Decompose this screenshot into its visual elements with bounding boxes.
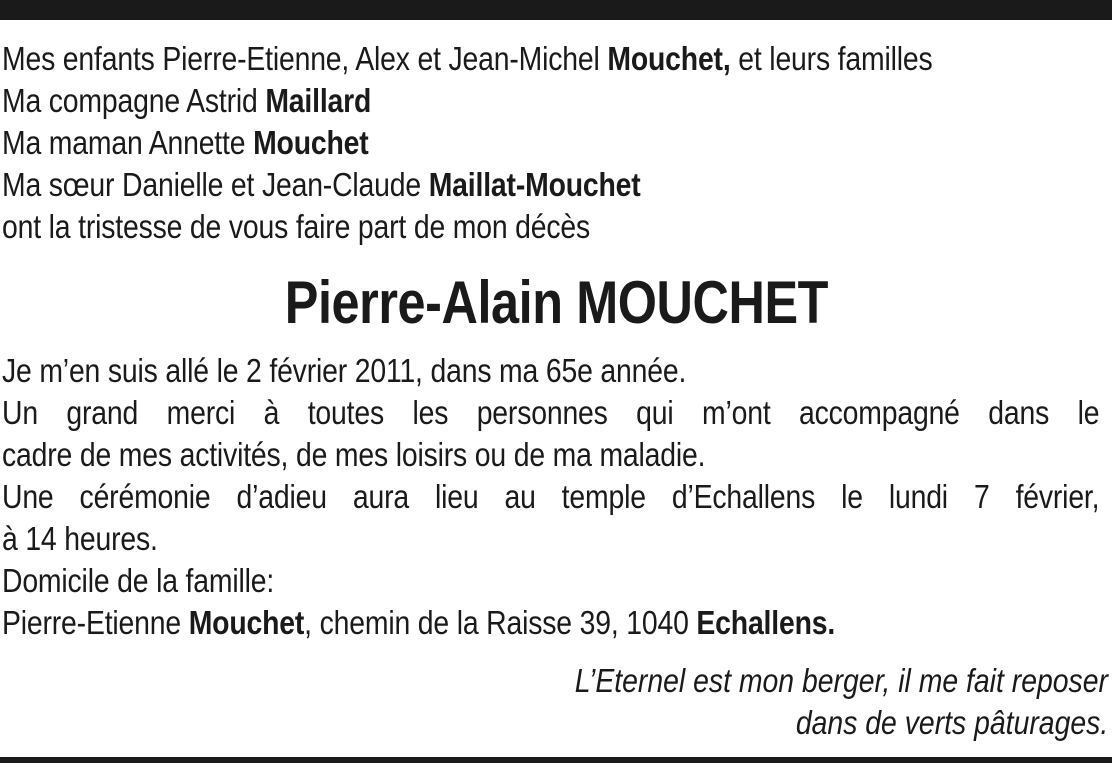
family-line-partner [2,80,371,122]
family-line-mother-text: Ma maman Annette [2,124,254,161]
top-border-rule [0,0,1112,20]
address-street: , chemin de la Raisse 39, 1040 [304,604,697,641]
body-line-thanks-cont: cadre de mes activités, de mes loisirs ou de ma maladie. [2,436,706,473]
deceased-name [0,267,1112,339]
family-line-mother [2,122,369,164]
family-line-children-text: Mes enfants Pierre-Etienne, Alex et Jean-Michel [2,40,608,77]
address-city: Echallens. [696,604,836,641]
body-line-address [2,602,835,644]
family-line-children-surname: Mouchet, [607,40,731,77]
quote-line-2: dans de verts pâturages. [795,704,1108,741]
family-line-children-tail: et leurs familles [730,40,933,77]
family-line-sister-surname: Maillat-Mouchet [428,166,641,203]
family-line-sister [2,164,641,206]
body-line-thanks: Un grand merci à toutes les personnes qui m’ont accompagné dans le [2,394,1100,431]
bottom-border-rule [0,757,1112,763]
quote-line-1: L’Eternel est mon berger, il me fait reposer [574,662,1108,699]
address-first-name: Pierre-Etienne [2,604,189,641]
family-line-sister-text: Ma sœur Danielle et Jean-Claude [2,166,429,203]
body-line-domicile-label: Domicile de la famille: [2,562,275,599]
family-line-partner-surname: Maillard [265,82,372,119]
address-surname: Mouchet [188,604,305,641]
body-line-ceremony: Une cérémonie d’adieu aura lieu au temple d’Echallens le lundi 7 février, [2,478,1100,515]
deceased-name-text: Pierre-Alain MOUCHET [284,269,828,336]
family-line-mother-surname: Mouchet [253,124,369,161]
body-line-death-date: Je m’en suis allé le 2 février 2011, dans ma 65e année. [2,352,687,389]
body-line-ceremony-time: à 14 heures. [2,520,158,557]
family-line-children [2,38,932,80]
announcement-line: ont la tristesse de vous faire part de mon décès [2,208,591,245]
family-line-partner-text: Ma compagne Astrid [2,82,266,119]
